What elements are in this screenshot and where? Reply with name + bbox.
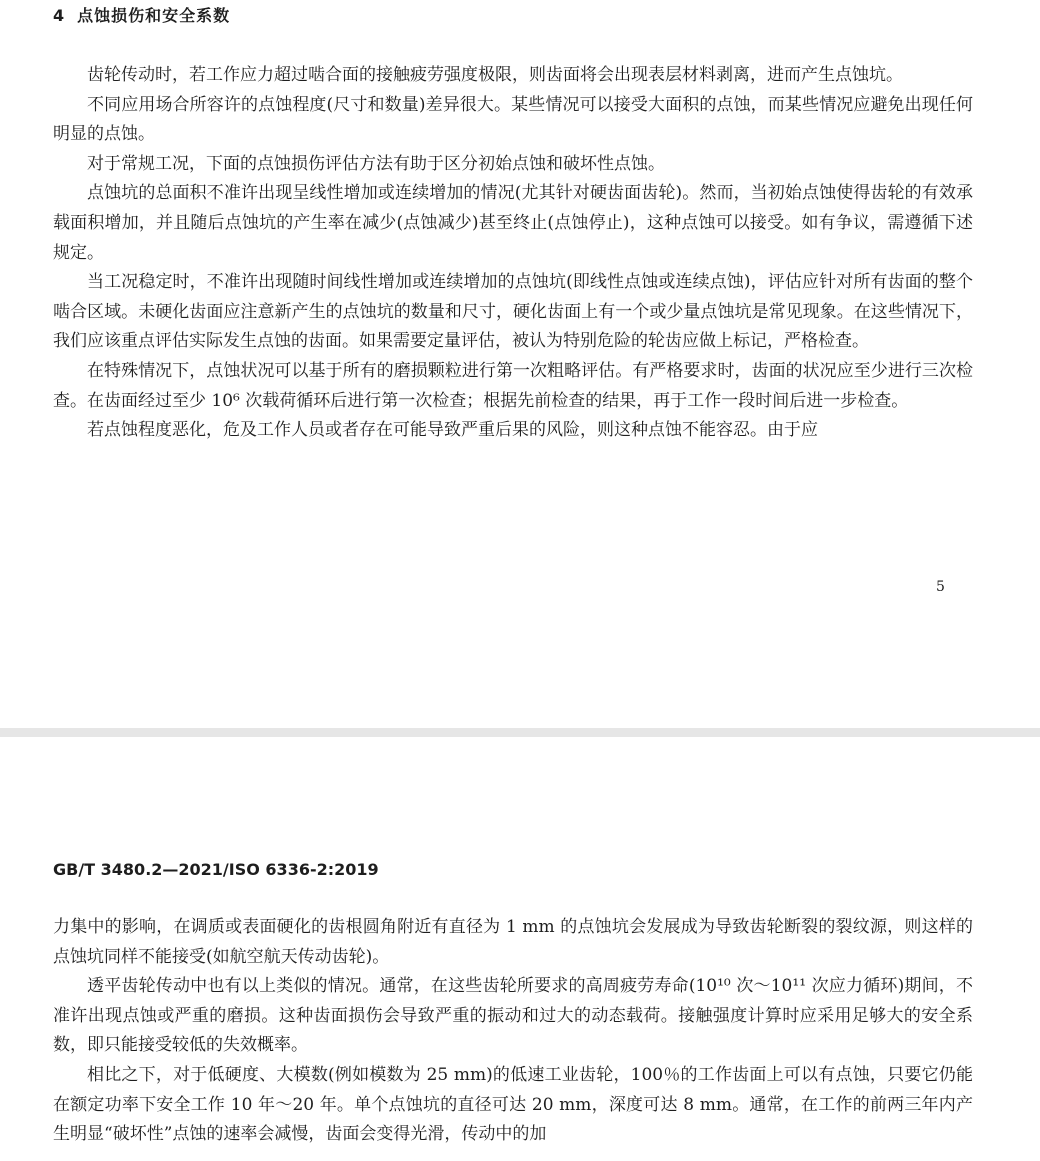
paragraph: 当工况稳定时，不准许出现随时间线性增加或连续增加的点蚀坑(即线性点蚀或连续点蚀)，评估应针对所有齿面的整个啮合区域。未硬化齿面应注意新产生的点蚀坑的数量和尺寸，硬化齿面上有一个或少量点蚀坑是常见现象。在这些情况下，我们应该重点评估实际发生点蚀的齿面。如果需要定量评估，被认为特别危险的轮齿应做上标记，严格检查。: [53, 272, 973, 352]
paragraph: 若点蚀程度恶化，危及工作人员或者存在可能导致严重后果的风险，则这种点蚀不能容忍。由于应: [87, 420, 818, 441]
section-heading: [53, 3, 230, 26]
page-6-body: [53, 913, 973, 1150]
paragraph: 点蚀坑的总面积不准许出现呈线性增加或连续增加的情况(尤其针对硬齿面齿轮)。然而，当初始点蚀使得齿轮的有效承载面积增加，并且随后点蚀坑的产生率在减少(点蚀减少)甚至终止(点蚀停止)，这种点蚀可以接受。如有争议，需遵循下述规定。: [53, 183, 973, 263]
paragraph: 相比之下，对于低硬度、大模数(例如模数为 25 mm)的低速工业齿轮，100％的工作齿面上可以有点蚀，只要它仍能在额定功率下安全工作 10 年～20 年。单个点蚀坑的直径可达 20 mm，深度可达 8 mm。通常，在工作的前两三年内产生明显“破坏性”点蚀的速率会减慢，齿面会变得光滑，传动中的加: [53, 1064, 973, 1145]
paragraph-continued: 力集中的影响，在调质或表面硬化的齿根圆角附近有直径为 1 mm 的点蚀坑会发展成为导致齿轮断裂的裂纹源，则这样的点蚀坑同样不能接受(如航空航天传动齿轮)。: [53, 917, 973, 967]
page-number: 5: [936, 579, 945, 595]
paragraph: 透平齿轮传动中也有以上类似的情况。通常，在这些齿轮所要求的高周疲劳寿命(10¹⁰ 次～10¹¹ 次应力循环)期间，不准许出现点蚀或严重的磨损。这种齿面损伤会导致严重的振动和过大的动态载荷。接触强度计算时应采用足够大的安全系数，即只能接受较低的失效概率。: [53, 976, 973, 1056]
section-number: 4: [53, 6, 66, 25]
paragraph: 在特殊情况下，点蚀状况可以基于所有的磨损颗粒进行第一次粗略评估。有严格要求时，齿面的状况应至少进行三次检查。在齿面经过至少 10⁶ 次载荷循环后进行第一次检查；根据先前检查的结果，再于工作一段时间后进一步检查。: [53, 360, 973, 411]
section-title: 点蚀损伤和安全系数: [77, 6, 231, 25]
paragraph: 不同应用场合所容许的点蚀程度(尺寸和数量)差异很大。某些情况可以接受大面积的点蚀，而某些情况应避免出现任何明显的点蚀。: [53, 94, 973, 145]
page-separator: [0, 728, 1040, 737]
paragraph: 对于常规工况，下面的点蚀损伤评估方法有助于区分初始点蚀和破坏性点蚀。: [87, 153, 665, 174]
document-header: GB/T 3480.2—2021/ISO 6336-2:2019: [53, 860, 379, 879]
page-5-body: [53, 61, 973, 446]
paragraph: 齿轮传动时，若工作应力超过啮合面的接触疲劳强度极限，则齿面将会出现表层材料剥离，进而产生点蚀坑。: [87, 65, 903, 85]
page-6: [0, 737, 1040, 1161]
